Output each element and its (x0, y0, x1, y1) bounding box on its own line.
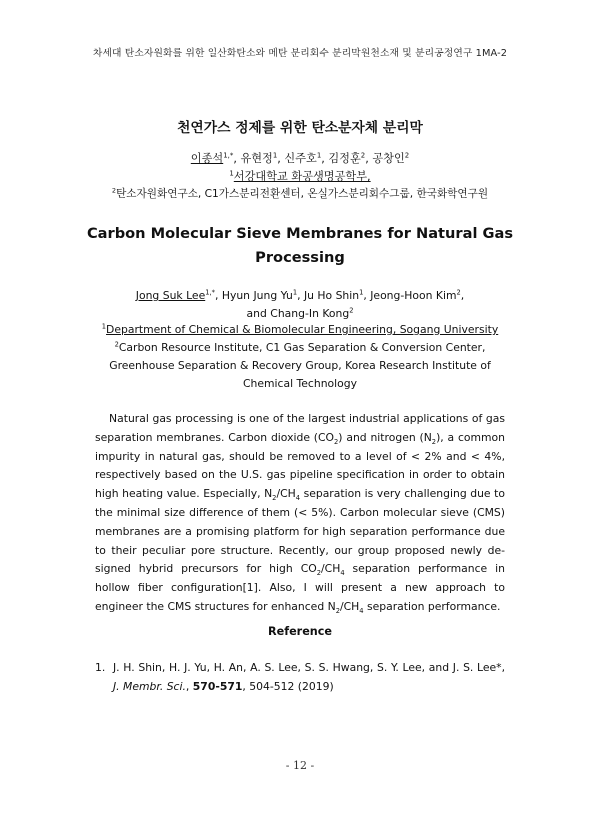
author-affiliation-marker: 1 (359, 288, 364, 297)
text-segment: 4 (340, 569, 345, 578)
author-affiliation-marker: 1 (292, 288, 298, 297)
korean-affiliation-2-text: 탄소자원화연구소, C1가스분리전환센터, 온실가스분리회수그룹, 한국화학연구원 (116, 188, 489, 200)
text-segment: separation performance. (363, 599, 501, 613)
author-name: Ju Ho Shin (303, 289, 360, 302)
korean-authors: 이종석$^{1,*}$, 유현정$^1$, 신주호$^1$, 김정훈$^2$, 공창인$^2$ (190, 151, 410, 165)
english-authors (60, 287, 540, 323)
text-segment: /CH (321, 562, 341, 576)
english-authors-line-1: Jong Suk Lee$^{1,*}$, Hyun Jung Yu$^1$, Ju Ho Shin$^1$, Jeong-Hoon Kim$^2$, (135, 288, 465, 302)
text-segment: , 504-512 (2019) (242, 679, 334, 693)
english-affiliations (50, 321, 550, 393)
english-affiliation-1 (50, 321, 550, 339)
author-separator: , (460, 289, 465, 302)
abstract-paragraph (95, 410, 505, 617)
text-segment: 4 (359, 607, 364, 616)
author-name: 이종석 (190, 152, 224, 165)
reference-number: 1. (95, 661, 106, 674)
author-name: Chang-In Kong (270, 307, 350, 320)
korean-affiliation-2-marker: 2 (111, 186, 117, 195)
text-segment: ), a common impurity in natural gas, should be removed to a level of < 2% and < 4%, respectively based on the U.S. gas pipeline specification in order to obtain high heating value. Especially, N (95, 430, 505, 501)
author-name: Jeong-Hoon Kim (370, 289, 457, 302)
reference-text (113, 659, 505, 697)
author-name: 유현정 (240, 152, 273, 165)
text-segment: Natural gas processing is one of the largest industrial applications of gas separation membranes. Carbon dioxide (CO (95, 412, 505, 444)
text-segment: separation is very challenging due to the minimal size difference of them (< 5%). Carbon molecular sieve (CMS) membranes are a promising platform for high separation performance due to their peculiar pore structure. Recently, our group proposed newly de-signed hybrid precursors for high CO (95, 487, 505, 576)
english-affiliation-1-marker: 1 (101, 322, 107, 331)
english-affiliation-2-line-3: Chemical Technology (242, 377, 357, 390)
english-title (60, 222, 540, 270)
korean-title: 천연가스 정제를 위한 탄소분자체 분리막 (177, 120, 423, 136)
english-title-line-1: Carbon Molecular Sieve Membranes for Natural Gas (86, 225, 514, 242)
text-segment: 2 (431, 437, 437, 446)
text-segment: J. H. Shin, H. J. Yu, H. An, A. S. Lee, S. S. Hwang, S. Y. Lee, and J. S. Lee*, (113, 661, 505, 674)
english-affiliation-2-line-2: Greenhouse Separation & Recovery Group, Korea Research Institute of (109, 359, 491, 372)
author-affiliation-marker: 1 (272, 151, 278, 160)
author-name: 신주호 (284, 152, 317, 165)
text-segment: 570-571 (192, 679, 243, 693)
english-affiliation-2-marker: 2 (114, 340, 119, 349)
text-segment: 2 (316, 569, 322, 578)
english-title-line-2: Processing (255, 249, 345, 266)
text-segment: /CH (339, 599, 360, 613)
page-number: - 12 - (285, 759, 315, 772)
author-name: Hyun Jung Yu (221, 289, 293, 302)
text-segment: ) and nitrogen (N (338, 430, 432, 444)
text-segment: 2 (272, 494, 277, 503)
author-affiliation-marker: 1 (316, 151, 322, 160)
running-header: 차세대 탄소자원화를 위한 일산화탄소와 메탄 분리회수 분리막원천소재 및 분리공정연구 1MA-2 (92, 48, 508, 59)
text-segment: 4 (295, 494, 300, 503)
text-segment: separation performance in hollow fiber configuration[1]. Also, I will present a new approach to engineer the CMS structures for enhanced N (95, 562, 505, 613)
author-name: 공창인 (372, 152, 405, 165)
text-segment: , (185, 679, 193, 693)
author-affiliation-marker: 2 (404, 151, 410, 160)
author-affiliation-marker: 2 (360, 151, 366, 160)
text-segment: /CH (276, 487, 296, 501)
korean-affiliation-1 (0, 168, 600, 184)
author-name: 김정훈 (328, 152, 361, 165)
author-name: Jong Suk Lee (135, 289, 206, 302)
author-affiliation-marker: 2 (349, 306, 354, 315)
reference-item (95, 659, 505, 697)
author-affiliation-marker: 1,* (205, 288, 215, 297)
reference-heading: Reference (268, 625, 332, 638)
author-affiliation-marker: 2 (456, 288, 461, 297)
text-segment: J. Membr. Sci. (113, 679, 186, 693)
korean-affiliation-1-text: 서강대학교 화공생명공학부, (233, 170, 371, 183)
korean-affiliation-2 (0, 186, 600, 201)
english-affiliation-2-text-1: Carbon Resource Institute, C1 Gas Separation & Conversion Center, (118, 341, 486, 354)
text-segment: 2 (335, 607, 340, 616)
author-affiliation-marker: 1,* (223, 151, 234, 160)
english-affiliation-2-line-1 (50, 339, 550, 357)
text-segment: 2 (334, 437, 339, 446)
english-affiliation-1-text: Department of Chemical & Biomolecular Engineering, Sogang University (106, 323, 499, 336)
korean-affiliation-1-marker: 1 (229, 169, 234, 178)
author-conjunction: and (246, 307, 267, 320)
